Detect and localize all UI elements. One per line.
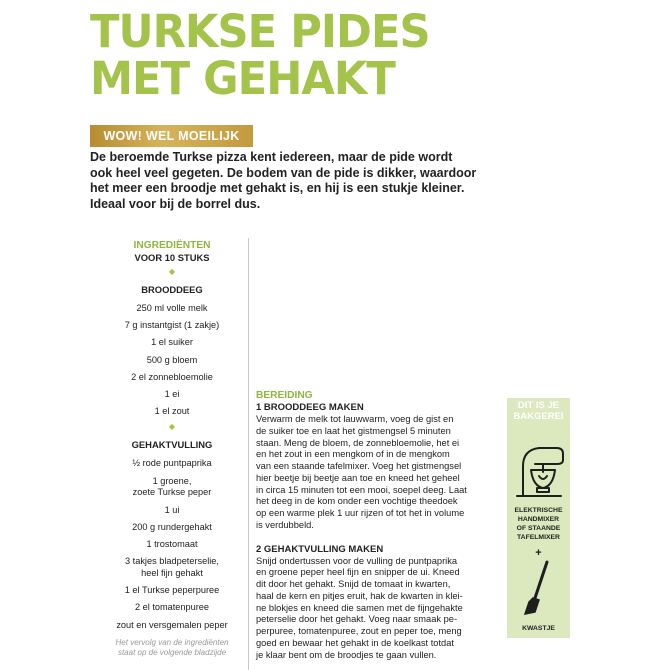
ingredient-item: 2 el zonnebloemolie bbox=[131, 371, 213, 382]
sidebar-heading-line: BAKGEREI bbox=[513, 411, 564, 422]
intro-line: ook heel veel gegeten. De bodem van de pide is dikker, waardoor bbox=[90, 165, 477, 180]
ingredient-item: 2 el tomatenpuree bbox=[134, 602, 210, 613]
step-text-line: in circa 15 minuten tot een mooi, soepel deeg. Laat bbox=[256, 484, 467, 495]
continuation-note bbox=[108, 638, 236, 658]
ingredient-item: 7 g instantgist (1 zakje) bbox=[124, 320, 220, 331]
ingredient-item: 1 ei bbox=[164, 389, 180, 400]
ingredient-item: 1 el zout bbox=[154, 406, 190, 417]
mixer-label-line: HANDMIXER bbox=[517, 516, 560, 523]
sidebar-heading bbox=[507, 400, 570, 422]
step-text-line: dit door het gehakt. Snijd de tomaat in kwarten, bbox=[256, 579, 451, 589]
stand-mixer-icon bbox=[509, 436, 567, 502]
step-2-title: 2 GEHAKTVULLING MAKEN bbox=[256, 543, 384, 555]
title-line-2: MET GEHAKT bbox=[90, 52, 395, 105]
ingredient-item-line: heel fijn gehakt bbox=[141, 567, 203, 578]
step-text-line: peterselie door het gehakt. Voeg naar smaak pe- bbox=[256, 614, 458, 625]
ingredient-item: zout en versgemalen peper bbox=[116, 619, 228, 630]
step-text-line: hier beetje bij beetje aan toe en kneed het geheel bbox=[256, 472, 460, 483]
servings-label: VOOR 10 STUKS bbox=[134, 252, 210, 263]
note-line: staat op de volgende bladzijde bbox=[117, 647, 227, 657]
ingredient-item: 1 el Turkse peperpuree bbox=[124, 585, 220, 596]
ingredient-item-line: zoete Turkse peper bbox=[132, 487, 212, 498]
plus-sign: + bbox=[535, 547, 542, 559]
intro-line: De beroemde Turkse pizza kent iedereen, maar de pide wordt bbox=[90, 150, 453, 164]
step-text-line: op een warme plek 1 uur rijzen of tot het in volume bbox=[256, 508, 465, 518]
step-text-line: Verwarm de melk tot lauwwarm, voeg de gist en bbox=[256, 414, 454, 424]
step-text-line: en het zout in een mengkom of in de mengkom bbox=[256, 449, 450, 460]
ingredient-item: 1 ui bbox=[164, 504, 180, 515]
ingredients-heading: INGREDIËNTEN bbox=[133, 240, 211, 251]
mixer-label bbox=[507, 506, 570, 542]
diamond-bullet-icon: ◆ bbox=[168, 422, 176, 432]
equipment-sidebar bbox=[507, 398, 570, 638]
intro-line: Ideaal voor bij de borrel dus. bbox=[90, 196, 261, 211]
spacer bbox=[256, 532, 506, 544]
step-text-line: je klaar bent om de broodjes te gaan vullen. bbox=[256, 649, 437, 660]
step-text-line: goed en bewaar het gehakt in de koelkast totdat bbox=[256, 637, 454, 648]
step-text-line: de suiker toe en laat het gistmengsel 5 minuten bbox=[256, 425, 451, 436]
title-line-1: TURKSE PIDES bbox=[90, 5, 430, 58]
ingredient-item: 500 g bloem bbox=[146, 354, 198, 365]
dough-heading: BROODDEEG bbox=[141, 284, 203, 295]
ingredient-item-line: 1 groene, bbox=[152, 475, 192, 486]
ingredient-item: 1 trostomaat bbox=[146, 539, 198, 550]
step-text-line: is verdubbeld. bbox=[256, 519, 314, 530]
step-text-line: ne blokjes en kneed die samen met de fijngehakte bbox=[256, 602, 463, 613]
recipe-title bbox=[90, 5, 430, 105]
ingredients-column bbox=[108, 240, 236, 658]
intro-line: het meer een broodje met gehakt is, en hij is een stukje kleiner. bbox=[90, 181, 465, 195]
step-text-line: en groene peper heel fijn en snipper de ui. Kneed bbox=[256, 567, 460, 578]
ingredient-item: 1 el suiker bbox=[151, 337, 193, 348]
step-1-title: 1 BROODDEEG MAKEN bbox=[256, 402, 364, 413]
difficulty-badge: WOW! WEL MOEILIJK bbox=[90, 125, 253, 147]
step-text-line: Snijd ondertussen voor de vulling de puntpaprika bbox=[256, 555, 458, 566]
filling-heading: GEHAKTVULLING bbox=[131, 439, 213, 451]
diamond-bullet-icon: ◆ bbox=[168, 267, 176, 276]
intro-paragraph bbox=[90, 150, 490, 212]
brush-label: KWASTJE bbox=[522, 625, 555, 632]
mixer-label-line: ELEKTRISCHE bbox=[514, 507, 563, 514]
step-text-line: het deeg in de kom onder een vochtige theedoek bbox=[256, 496, 458, 507]
ingredient-item bbox=[108, 556, 236, 579]
preparation-column bbox=[256, 390, 506, 661]
ingredient-item bbox=[108, 476, 236, 499]
mixer-label-line: TAFELMIXER bbox=[517, 534, 560, 541]
ingredient-item: ½ rode puntpaprika bbox=[132, 458, 212, 469]
ingredient-item-line: 3 takjes bladpeterselie, bbox=[125, 556, 219, 567]
sidebar-heading-line: DIT IS JE bbox=[517, 400, 560, 411]
step-text-line: van een staande tafelmixer. Voeg het gistmengsel bbox=[256, 461, 462, 471]
step-text-line: haal de kern en pitjes eruit, hak de kwarten in klei- bbox=[256, 590, 463, 601]
preparation-heading: BEREIDING bbox=[256, 390, 313, 401]
ingredient-item: 200 g rundergehakt bbox=[132, 521, 212, 532]
step-text-line: perpuree, tomatenpuree, zout en peper toe, meng bbox=[256, 626, 462, 636]
step-text-line: staan. Meng de bloem, de zonnebloemolie, het ei bbox=[256, 437, 460, 448]
column-divider bbox=[248, 238, 249, 670]
note-line: Het vervolg van de ingrediënten bbox=[115, 637, 229, 647]
ingredient-item: 250 ml volle melk bbox=[136, 303, 208, 313]
mixer-label-line: OF STAANDE bbox=[516, 525, 561, 532]
pastry-brush-icon bbox=[521, 558, 557, 620]
